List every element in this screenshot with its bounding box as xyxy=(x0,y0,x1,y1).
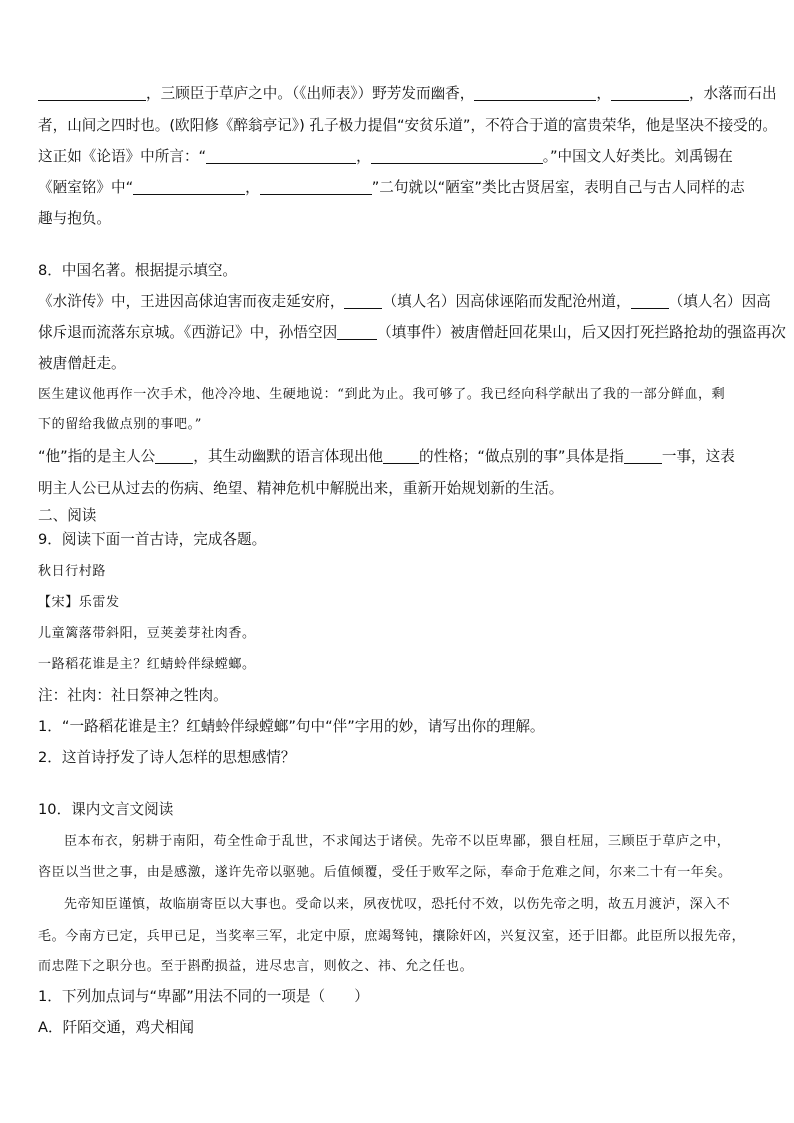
text-line: 者，山间之四时也。(欧阳修《醉翁亭记》) 孔子极力提倡“安贫乐道”，不符合于道的富贵荣华，他是坚决不接受的。 xyxy=(38,117,777,134)
question-9-title: 9．阅读下面一首古诗，完成各题。 xyxy=(38,531,267,548)
poem-author: 【宋】乐雷发 xyxy=(38,595,120,610)
passage-line: 臣本布衣，躬耕于南阳，苟全性命于乱世，不求闻达于诸侯。先帝不以臣卑鄙，猥自枉屈，三顾臣于草庐之中， xyxy=(64,834,731,849)
sub-question: 2．这首诗抒发了诗人怎样的思想感情？ xyxy=(38,749,296,766)
answer-blank[interactable] xyxy=(337,325,377,340)
answer-blank[interactable] xyxy=(344,294,382,309)
section-heading: 二、阅读 xyxy=(38,507,97,524)
poem-line: 儿童篱落带斜阳，豆荚姜芽社肉香。 xyxy=(38,626,256,641)
quote-line: 下的留给我做点别的事吧。” xyxy=(38,417,202,432)
answer-blank[interactable] xyxy=(38,86,146,101)
sub-question: 1．下列加点词与“卑鄙”用法不同的一项是（ ） xyxy=(38,988,369,1005)
poem-line: 一路稻花谁是主？红蜻蛉伴绿螳螂。 xyxy=(38,657,256,672)
answer-blank[interactable] xyxy=(474,86,596,101)
fill-line-q8-1: 《水浒传》中，王进因高俅迫害而夜走延安府， （填人名）因高俅诬陷而发配沧州道， （填人名）因高 xyxy=(38,293,771,310)
fill-line-4: 《陋室铭》中“ ， ”二句就以“陋室”类比古贤居室，表明自己与古人同样的志 xyxy=(38,179,745,196)
question-10-title: 10．课内文言文阅读 xyxy=(38,801,174,818)
answer-blank[interactable] xyxy=(260,180,372,195)
passage-line: 先帝知臣谨慎，故临崩寄臣以大事也。受命以来，夙夜忧叹，恐托付不效，以伤先帝之明，故五月渡泸，深入不 xyxy=(64,897,731,912)
fill-line-1: ，三顾臣于草庐之中。（《出师表》）野芳发而幽香， ， ，水落而石出 xyxy=(38,85,777,103)
answer-blank[interactable] xyxy=(155,449,193,464)
passage-line: 咨臣以当世之事，由是感激，遂许先帝以驱驰。后值倾覆，受任于败军之际，奉命于危难之间，尔来二十有一年矣。 xyxy=(38,865,732,880)
text-line: 被唐僧赶走。 xyxy=(38,355,126,372)
answer-blank[interactable] xyxy=(611,86,689,101)
answer-blank[interactable] xyxy=(206,149,356,164)
option-a: A．阡陌交通，鸡犬相闻 xyxy=(38,1019,194,1036)
passage-line: 而忠陛下之职分也。至于斟酌损益，进尽忠言，则攸之、祎、允之任也。 xyxy=(38,959,474,974)
sub-question: 1．“一路稻花谁是主？红蜻蛉伴绿螳螂”句中“伴”字用的妙，请写出你的理解。 xyxy=(38,718,545,735)
fill-line-q8-4: “他”指的是主人公 ，其生动幽默的语言体现出他 的性格；“做点别的事”具体是指 一事，这表 xyxy=(38,448,735,465)
quote-line: 医生建议他再作一次手术，他冷冷地、生硬地说：“到此为止。我可够了。我已经向科学献出了我的一部分鲜血，剩 xyxy=(38,387,726,402)
answer-blank[interactable] xyxy=(133,180,245,195)
answer-blank[interactable] xyxy=(383,449,419,464)
passage-line: 毛。今南方已定，兵甲已足，当奖率三军，北定中原，庶竭驽钝，攘除奸凶，兴复汉室，还于旧都。此臣所以报先帝， xyxy=(38,929,746,944)
poem-title: 秋日行村路 xyxy=(38,564,107,579)
fill-line-q8-2: 俅斥退而流落东京城。《西游记》中，孙悟空因 （填事件）被唐僧赶回花果山，后又因打死拦路抢劫的强盗再次 xyxy=(38,324,786,341)
answer-blank[interactable] xyxy=(631,294,669,309)
fill-line-3: 这正如《论语》中所言：“ ， 。”中国文人好类比。刘禹锡在 xyxy=(38,148,733,165)
poem-note: 注：社肉：社日祭神之牲肉。 xyxy=(38,687,228,704)
question-8-title: 8．中国名著。根据提示填空。 xyxy=(38,262,238,279)
answer-blank[interactable] xyxy=(371,149,543,164)
text-line: 明主人公已从过去的伤病、绝望、精神危机中解脱出来，重新开始规划新的生活。 xyxy=(38,480,564,497)
answer-blank[interactable] xyxy=(624,449,662,464)
text-line: 趣与抱负。 xyxy=(38,210,111,227)
